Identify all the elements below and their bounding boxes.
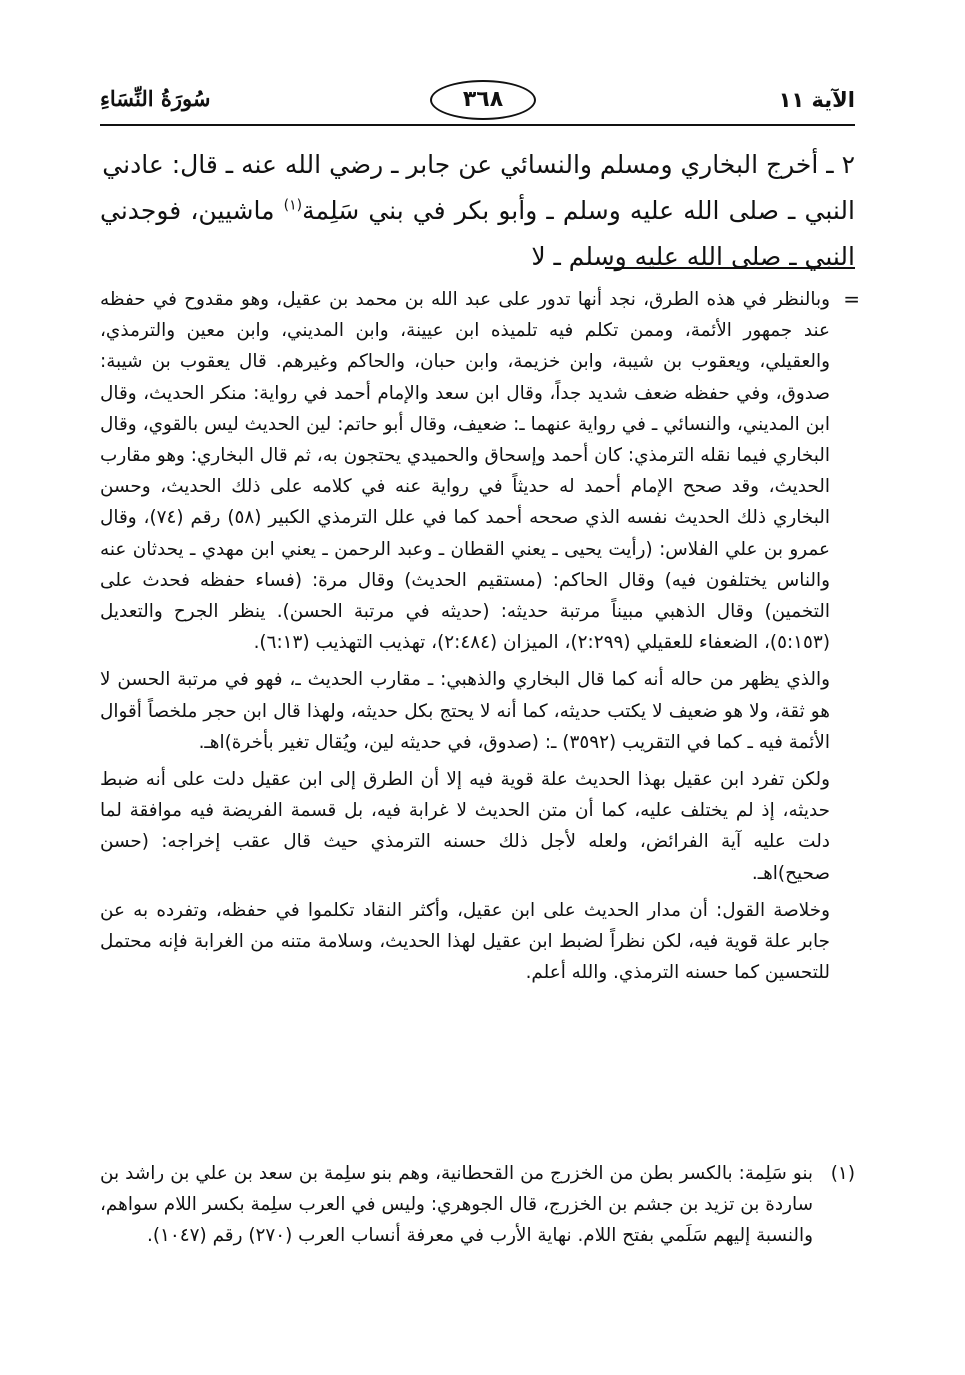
footnote-text: بنو سَلِمة: بالكسر بطن من الخزرج من القحطانية، وهم بنو سلِمة بن سعد بن علي بن راشد بن ساردة بن تزيد بن جشم بن الخزرج، قال الجوهري: وليس في العرب سلِمة بكسر اللام سواهم، والنسبة إليهم سَلَمي بفتح اللام. نهاية الأرب في معرفة أنساب العرب (٢٧٠) رقم (١٠٤٧). — [100, 1163, 813, 1247]
page-number-badge: ٣٦٨ — [430, 80, 536, 120]
notes-paragraph-2: والذي يظهر من حاله أنه كما قال البخاري والذهبي: ـ مقارب الحديث ـ، فهو في مرتبة الحسن لا هو ثقة، ولا هو ضعيف لا يكتب حديثه، كما أنه لا يحتج بكل حديثه، ولهذا قال ابن حجر ملخصاً أقوال الأئمة فيه ـ كما في التقريب (٣٥٩٢) ـ: (صدوق، في حديثه لين، ويُقال تغير بأخرة)اهـ. — [100, 669, 830, 753]
footnote-number: (١) — [830, 1163, 855, 1184]
verse-label: الآية ١١ — [778, 88, 855, 112]
footnote-separator — [605, 267, 855, 269]
header-divider — [100, 124, 855, 126]
commentary-notes — [100, 284, 860, 994]
main-text-line-2-start: النبي ـ صلى الله عليه وسلم ـ وأبو بكر في بني سَلِمة — [302, 196, 855, 225]
notes-paragraph-1: وبالنظر في هذه الطرق، نجد أنها تدور على عبد الله بن محمد بن عقيل، وهو مقدوح في حفظه عند جمهور الأئمة، وممن تكلم فيه تلميذه ابن عيينة، وابن المديني، وابن معين والترمذي، والعقيلي، ويعقوب بن شيبة، وابن خزيمة، وابن حبان، والحاكم وغيرهم. قال يعقوب بن شيبة: صدوق، وفي حفظه ضعف شديد جداً، وقال ابن سعد والإمام أحمد في رواية: منكر الحديث، وقال ابن المديني، والنسائي ـ في رواية عنهما ـ: ضعيف، وقال أبو حاتم: لين الحديث ليس بالقوي، وقال البخاري فيما نقله الترمذي: كان أحمد وإسحاق والحميدي يحتجون به، ثم قال البخاري: وهو مقارب الحديث، وقد صحح الإمام أحمد له حديثاً في رواية عنه في كلامه على ذلك الحديث، وحسن البخاري ذلك الحديث نفسه الذي صححه أحمد كما في علل الترمذي الكبير (٥٨) رقم (٧٤)، وقال عمرو بن علي الفلاس: (رأيت يحيى ـ يعني القطان ـ وعبد الرحمن ـ يعني ابن مهدي ـ يحدثان عنه والناس يختلفون فيه) وقال الحاكم: (مستقيم الحديث) وقال مرة: (فساء حفظه فحدث على التخمين) وقال الذهبي مبيناً مرتبة حديثه: (حديثه في مرتبة الحسن). ينظر الجرح والتعديل (٥:١٥٣)، الضعفاء للعقيلي (٢:٢٩٩)، الميزان (٢:٤٨٤)، تهذيب التهذيب (٦:١٣). — [100, 289, 830, 654]
main-text — [100, 142, 855, 280]
surah-title: سُورَةُ النِّسَاءِ — [100, 86, 211, 111]
main-text-line-2-end: ماشيين، فوجدني النبي ـ صلى الله عليه وسلم ـ لا — [100, 196, 855, 271]
main-text-line-1: ٢ ـ أخرج البخاري ومسلم والنسائي عن جابر ـ رضي الله عنه ـ قال: عادني — [102, 150, 855, 179]
notes-paragraph-4: وخلاصة القول: أن مدار الحديث على ابن عقيل، وأكثر النقاد تكلموا في حفظه، وتفرده به عن جابر علة قوية فيه، لكن نظراً لضبط ابن عقيل لهذا الحديث، وسلامة متنه من الغرابة فإنه محتمل للتحسين كما حسنه الترمذي. والله أعلم. — [100, 899, 830, 984]
page-header — [100, 80, 855, 130]
continuation-mark: = — [843, 287, 860, 311]
footnote — [100, 1158, 855, 1252]
notes-paragraph-3: ولكن تفرد ابن عقيل بهذا الحديث علة قوية فيه إلا أن الطرق إلى ابن عقيل دلت على أنه ضبط حديثه، إذ لم يختلف عليه، كما أن متن الحديث لا غرابة فيه، بل قسمة الفريضة فيه موافقة لما دلت عليه آية الفرائض، ولعله لأجل ذلك حسنه الترمذي حيث قال عقب إخراجه: (حسن صحيح)اهـ. — [100, 769, 830, 884]
footnote-reference[interactable]: (١) — [283, 197, 303, 214]
